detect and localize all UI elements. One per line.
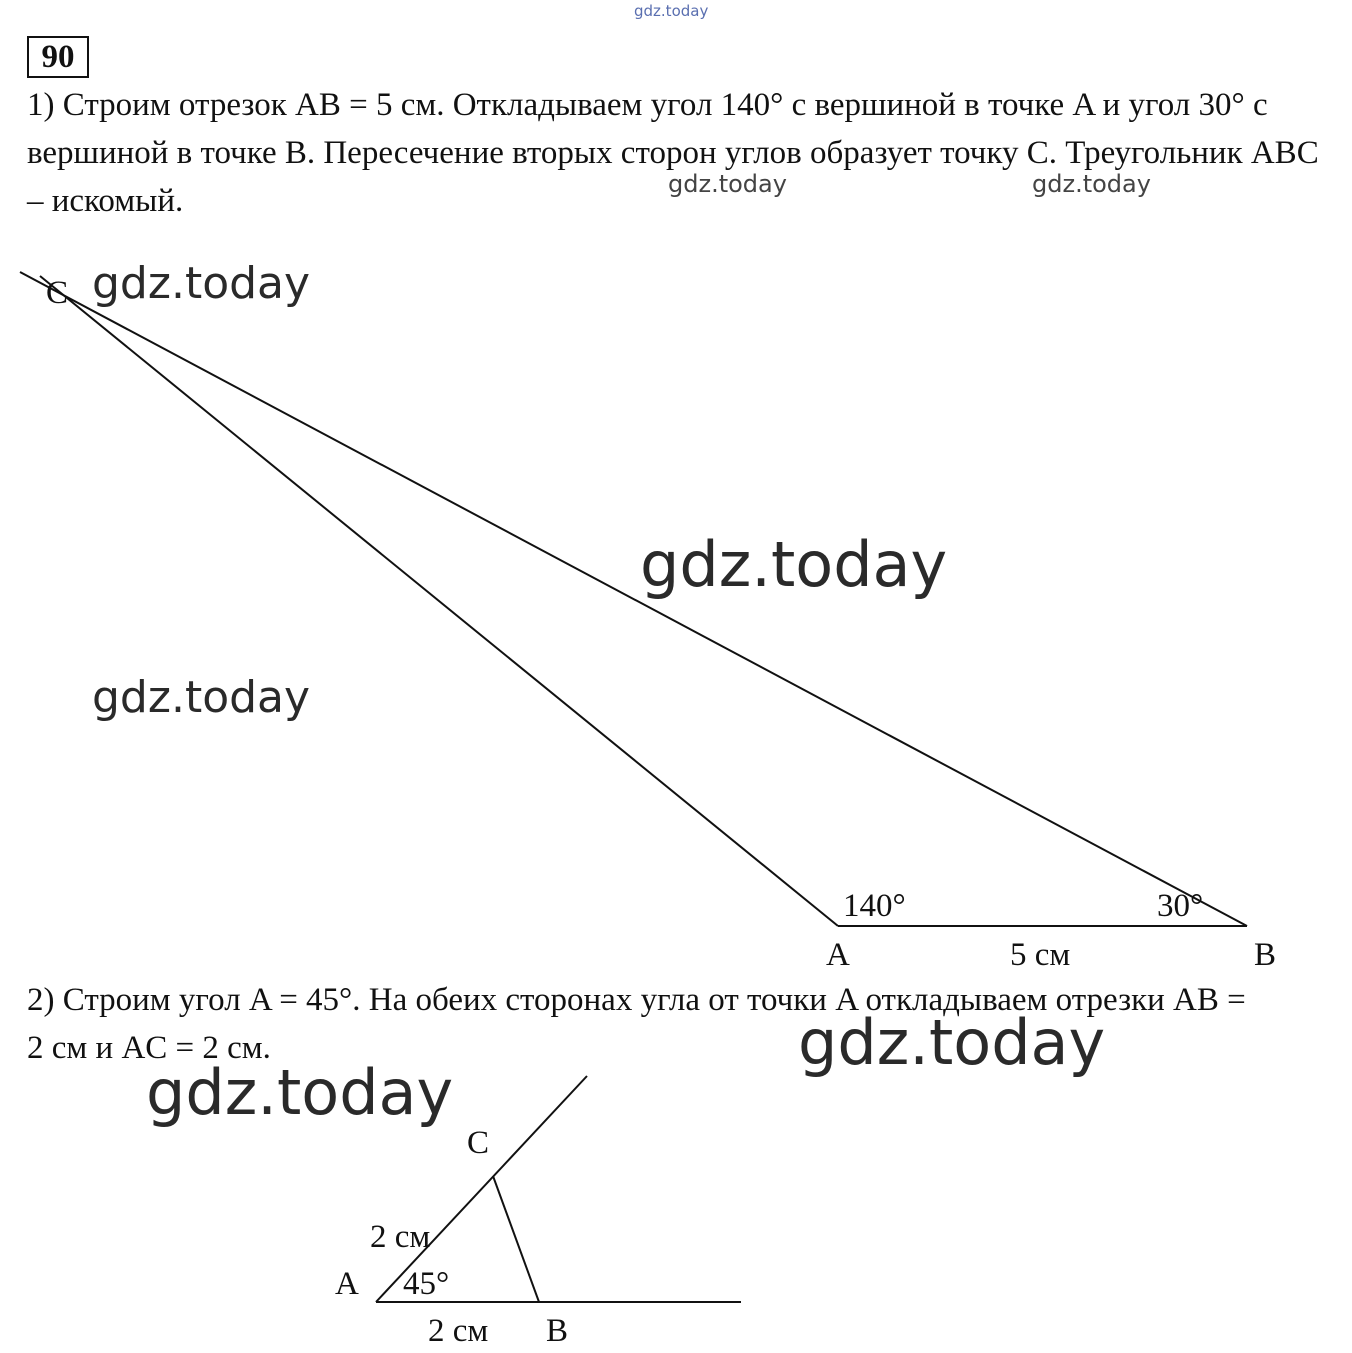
segment-bc [493, 1176, 539, 1302]
watermark-large-1: gdz.today [640, 528, 948, 601]
watermark-small-2: gdz.today [1032, 170, 1151, 198]
figure-1-angle-b: 30° [1157, 888, 1204, 924]
side-bc-ray [20, 272, 1247, 926]
watermark-large-2: gdz.today [798, 1006, 1106, 1079]
watermark-top: gdz.today [634, 2, 709, 20]
figure-1-triangle [20, 272, 1247, 926]
watermark-large-3: gdz.today [146, 1056, 454, 1129]
watermark-medium-2: gdz.today [92, 672, 311, 723]
figure-1-vertex-c: C [46, 275, 69, 311]
figure-1-vertex-a: A [826, 937, 850, 973]
paragraph-part-2: 2) Строим угол A = 45°. На обеих сторонах угла от точки A откладываем отрезки AB = 2 см и AC = 2 см. [27, 982, 1246, 1066]
figure-1-vertex-b: B [1254, 937, 1277, 973]
watermark-medium-1: gdz.today [92, 258, 311, 309]
figure-1-side-ab: 5 см [1010, 937, 1071, 973]
watermark-small-1: gdz.today [668, 170, 787, 198]
paragraph-part-1: 1) Строим отрезок AB = 5 см. Откладываем угол 140° с вершиной в точке A и угол 30° с вершиной в точке B. Пересечение вторых сторон углов образует точку C. Треугольник ABC – искомый. [27, 87, 1319, 219]
figure-2-vertex-c: C [467, 1125, 490, 1161]
problem-number: 90 [27, 36, 89, 78]
side-ac-ray [40, 276, 838, 926]
figure-2-angle-a: 45° [403, 1266, 450, 1302]
figure-2-side-ab: 2 см [428, 1313, 489, 1349]
figure-1-angle-a: 140° [843, 888, 906, 924]
figure-2-side-ac: 2 см [370, 1219, 431, 1255]
figure-2-vertex-a: A [335, 1266, 359, 1302]
figure-2-vertex-b: B [546, 1313, 569, 1349]
